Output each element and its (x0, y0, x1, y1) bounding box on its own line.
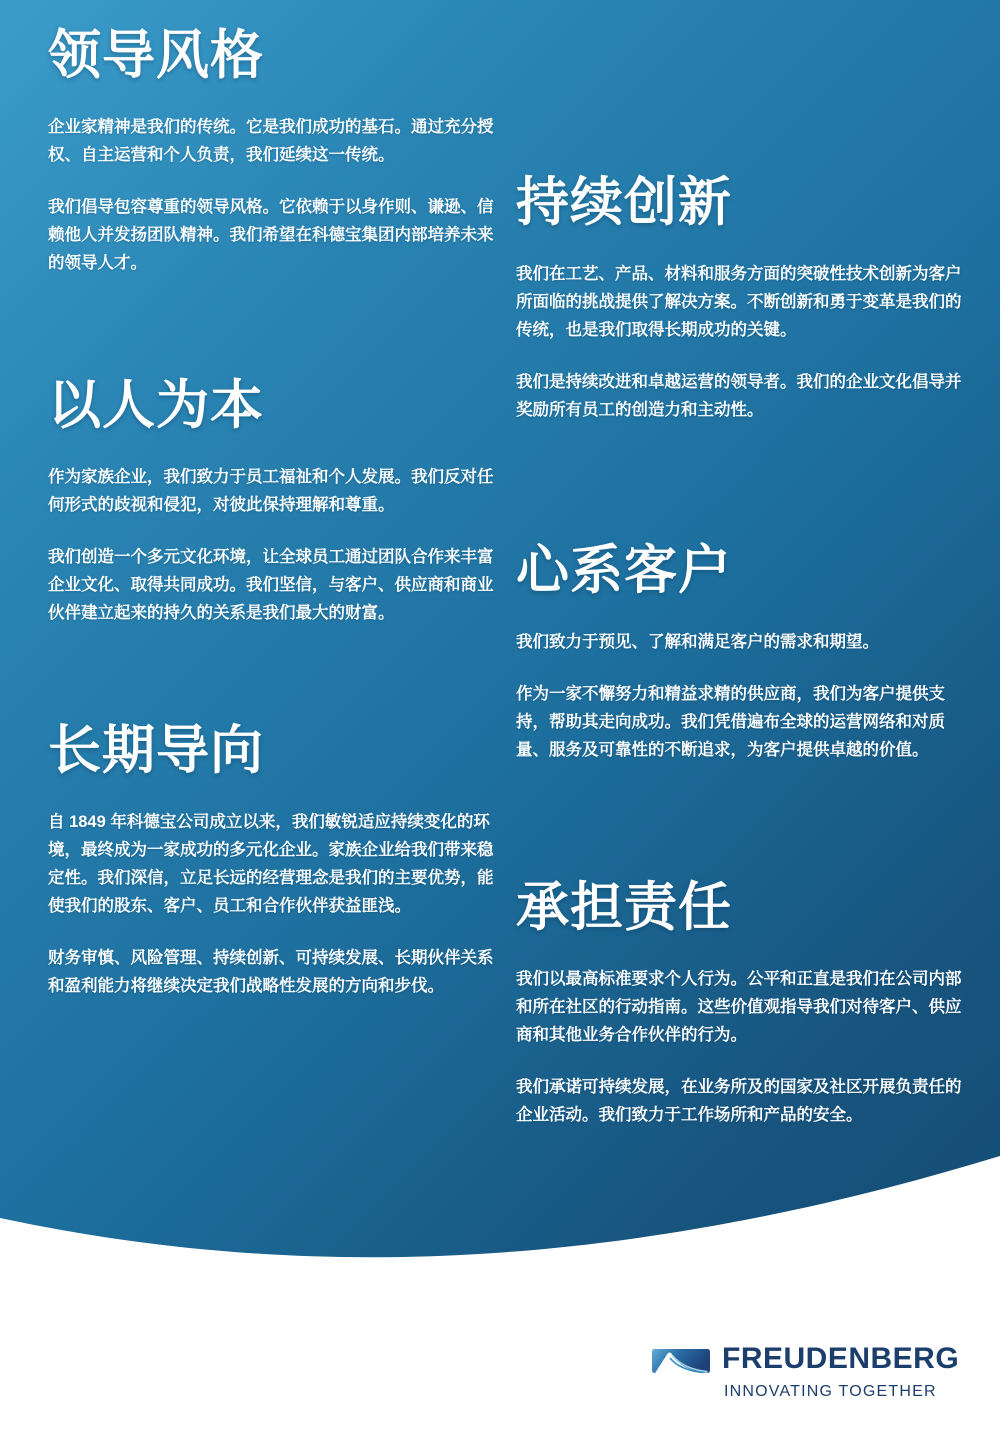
section-title: 以人为本 (48, 376, 264, 435)
section-title: 领导风格 (48, 26, 264, 85)
section-taking-responsibility (516, 877, 968, 1129)
section-long-term-orientation (48, 720, 500, 1000)
freudenberg-wave-icon (652, 1349, 710, 1373)
section-title: 持续创新 (516, 173, 732, 232)
section-paragraph: 我们承诺可持续发展，在业务所及的国家及社区开展负责任的企业活动。我们致力于工作场所和产品的安全。 (516, 1078, 962, 1124)
section-leadership-style (48, 25, 500, 277)
section-paragraph: 我们致力于预见、了解和满足客户的需求和期望。 (516, 633, 879, 651)
section-title: 心系客户 (516, 541, 732, 600)
section-people-oriented (48, 375, 500, 627)
section-paragraph: 我们是持续改进和卓越运营的领导者。我们的企业文化倡导并奖励所有员工的创造力和主动性。 (516, 373, 962, 419)
section-title: 承担责任 (516, 878, 732, 937)
section-paragraph: 企业家精神是我们的传统。它是我们成功的基石。通过充分授权、自主运营和个人负责，我们延续这一传统。 (48, 118, 494, 164)
section-continuous-innovation (516, 172, 968, 424)
section-paragraph: 我们以最高标准要求个人行为。公平和正直是我们在公司内部和所在社区的行动指南。这些价值观指导我们对待客户、供应商和其他业务合作伙伴的行为。 (516, 970, 962, 1044)
section-paragraph: 作为家族企业，我们致力于员工福祉和个人发展。我们反对任何形式的歧视和侵犯，对彼此保持理解和尊重。 (48, 468, 494, 514)
brand-name: FREUDENBERG (722, 1342, 960, 1375)
section-paragraph: 我们创造一个多元文化环境，让全球员工通过团队合作来丰富企业文化、取得共同成功。我们坚信，与客户、供应商和商业伙伴建立起来的持久的关系是我们最大的财富。 (48, 548, 494, 622)
section-paragraph: 自 1849 年科德宝公司成立以来，我们敏锐适应持续变化的环境，最终成为一家成功的多元化企业。家族企业给我们带来稳定性。我们深信，立足长远的经营理念是我们的主要优势，能使我们的股东、客户、员工和合作伙伴获益匪浅。 (48, 813, 494, 915)
section-paragraph: 我们倡导包容尊重的领导风格。它依赖于以身作则、谦逊、信赖他人并发扬团队精神。我们希望在科德宝集团内部培养未来的领导人才。 (48, 198, 494, 272)
section-paragraph: 财务审慎、风险管理、持续创新、可持续发展、长期伙伴关系和盈利能力将继续决定我们战略性发展的方向和步伐。 (48, 949, 494, 995)
brand-tagline: INNOVATING TOGETHER (724, 1383, 937, 1400)
section-paragraph: 我们在工艺、产品、材料和服务方面的突破性技术创新为客户所面临的挑战提供了解决方案。不断创新和勇于变革是我们的传统，也是我们取得长期成功的关键。 (516, 265, 962, 339)
section-title: 长期导向 (48, 721, 264, 780)
section-customer-focus (516, 540, 968, 764)
section-paragraph: 作为一家不懈努力和精益求精的供应商，我们为客户提供支持，帮助其走向成功。我们凭借遍布全球的运营网络和对质量、服务及可靠性的不断追求，为客户提供卓越的价值。 (516, 685, 945, 759)
